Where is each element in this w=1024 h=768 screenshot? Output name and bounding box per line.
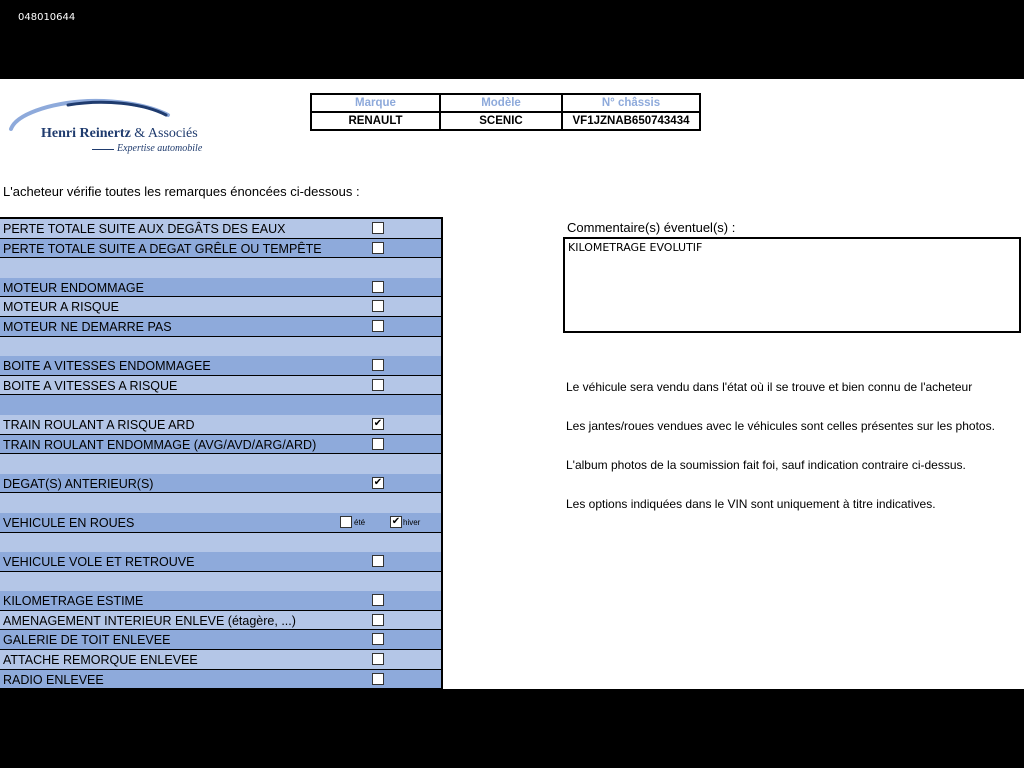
checklist-label: TRAIN ROULANT ENDOMMAGE (AVG/AVD/ARG/ARD)	[3, 437, 317, 452]
checklist-checkbox[interactable]	[372, 242, 384, 254]
note-4: Les options indiquées dans le VIN sont uniquement à titre indicatives.	[566, 497, 936, 511]
checklist-label: GALERIE DE TOIT ENLEVEE	[3, 633, 171, 648]
checklist-row	[0, 435, 441, 455]
checklist-label: RADIO ENLEVEE	[3, 672, 104, 687]
vehicle-table	[310, 93, 701, 131]
checklist-spacer	[0, 493, 441, 513]
checklist-row	[0, 239, 441, 259]
checklist-row	[0, 278, 441, 298]
checklist-spacer	[0, 258, 441, 278]
checklist-row	[0, 591, 441, 611]
comment-field[interactable]: KILOMETRAGE EVOLUTIF	[563, 237, 1021, 333]
value-modele: SCENIC	[440, 112, 562, 130]
checklist-checkbox[interactable]	[372, 281, 384, 293]
checklist-row	[0, 474, 441, 494]
logo-name: Henri Reinertz	[41, 126, 131, 141]
note-1: Le véhicule sera vendu dans l'état où il se trouve et bien connu de l'acheteur	[566, 380, 973, 394]
header-modele: Modèle	[440, 94, 562, 112]
value-marque: RENAULT	[311, 112, 440, 130]
checklist-label: MOTEUR ENDOMMAGE	[3, 280, 144, 295]
checklist-row	[0, 630, 441, 650]
intro-text: L'acheteur vérifie toutes les remarques énoncées ci-dessous :	[3, 184, 360, 199]
checklist-spacer	[0, 395, 441, 415]
checklist-row	[0, 356, 441, 376]
checklist-label: TRAIN ROULANT A RISQUE ARD	[3, 417, 195, 432]
checklist-row	[0, 552, 441, 572]
checklist-checkbox[interactable]	[372, 653, 384, 665]
company-logo	[8, 93, 218, 153]
checklist-row	[0, 219, 441, 239]
checklist-label: BOITE A VITESSES A RISQUE	[3, 378, 178, 393]
hiver-checkbox[interactable]: ✔	[391, 515, 401, 527]
comment-label: Commentaire(s) éventuel(s) :	[567, 220, 736, 235]
checklist-checkbox[interactable]	[372, 594, 384, 606]
logo-tagline: Expertise automobile	[117, 143, 203, 154]
checklist	[0, 217, 443, 689]
checklist-label: VEHICULE EN ROUES	[3, 515, 135, 530]
hiver-label: hiver	[403, 517, 421, 527]
ete-checkbox[interactable]	[340, 516, 352, 528]
inspection-sheet	[0, 79, 1024, 689]
ete-label: été	[354, 517, 366, 527]
checklist-label: KILOMETRAGE ESTIME	[3, 594, 144, 609]
checklist-spacer	[0, 454, 441, 474]
checklist-label: DEGAT(S) ANTERIEUR(S)	[3, 476, 154, 491]
note-3: L'album photos de la soumission fait foi, sauf indication contraire ci-dessus.	[566, 458, 966, 472]
checklist-label: MOTEUR NE DEMARRE PAS	[3, 319, 172, 334]
checklist-row	[0, 297, 441, 317]
checklist-checkbox[interactable]	[372, 359, 384, 371]
checklist-row	[0, 611, 441, 631]
checklist-checkbox[interactable]	[372, 614, 384, 626]
document-id: 048010644	[18, 12, 76, 23]
logo-suffix: & Associés	[134, 126, 198, 141]
checklist-checkbox[interactable]	[372, 379, 384, 391]
checklist-checkbox[interactable]	[372, 438, 384, 450]
checklist-checkbox[interactable]	[372, 673, 384, 685]
checklist-spacer	[0, 572, 441, 592]
checklist-checkbox[interactable]	[372, 320, 384, 332]
checklist-row	[0, 415, 441, 435]
checklist-checkbox[interactable]	[372, 222, 384, 234]
checklist-label: PERTE TOTALE SUITE A DEGAT GRÊLE OU TEMPÊTE	[3, 241, 322, 256]
checklist-checkbox[interactable]: ✔	[373, 417, 383, 429]
header-marque: Marque	[311, 94, 440, 112]
checklist-checkbox[interactable]	[372, 555, 384, 567]
checklist-spacer	[0, 533, 441, 553]
checklist-label: PERTE TOTALE SUITE AUX DEGÂTS DES EAUX	[3, 222, 286, 236]
checklist-spacer	[0, 337, 441, 357]
checklist-row	[0, 650, 441, 670]
checklist-label: AMENAGEMENT INTERIEUR ENLEVE (étagère, ...)	[3, 613, 296, 628]
checklist-row	[0, 670, 441, 690]
checklist-label: MOTEUR A RISQUE	[3, 300, 119, 315]
checklist-label: ATTACHE REMORQUE ENLEVEE	[3, 653, 198, 668]
checklist-checkbox[interactable]: ✔	[373, 476, 383, 488]
checklist-label: BOITE A VITESSES ENDOMMAGEE	[3, 359, 211, 374]
checklist-label: VEHICULE VOLE ET RETROUVE	[3, 555, 195, 570]
checklist-row	[0, 317, 441, 337]
value-chassis: VF1JZNAB650743434	[562, 112, 700, 130]
checklist-checkbox[interactable]	[372, 633, 384, 645]
header-chassis: N° châssis	[562, 94, 700, 112]
checklist-row	[0, 513, 441, 533]
note-2: Les jantes/roues vendues avec le véhicules sont celles présentes sur les photos.	[566, 419, 995, 433]
checklist-row	[0, 376, 441, 396]
checklist-checkbox[interactable]	[372, 300, 384, 312]
